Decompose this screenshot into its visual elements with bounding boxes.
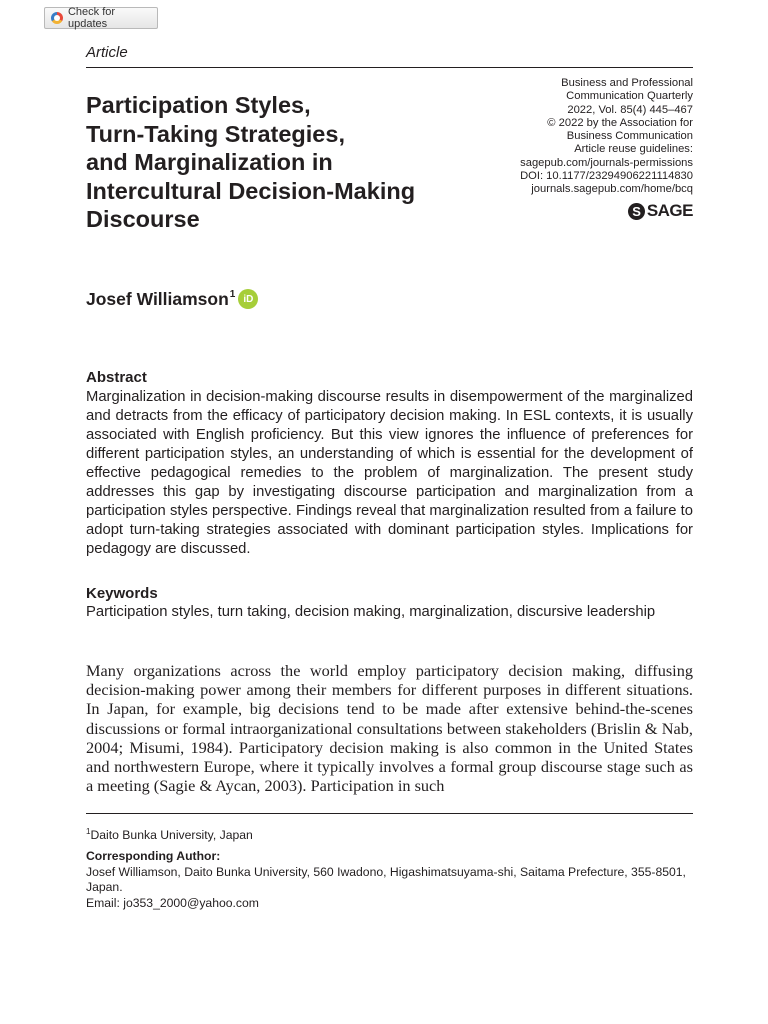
title-line: Participation Styles, <box>86 92 311 118</box>
corresponding-author <box>86 849 693 911</box>
journal-info <box>473 77 693 197</box>
article-type-label: Article <box>86 44 128 61</box>
footnote-rule <box>86 813 693 814</box>
journal-home-link[interactable]: journals.sagepub.com/home/bcq <box>531 183 693 196</box>
article-title <box>86 91 506 234</box>
author-byline <box>86 289 258 310</box>
sage-wordmark: SAGE <box>646 201 693 220</box>
corresponding-text: Josef Williamson, Daito Bunka University, 560 Iwadono, Higashimatsuyama-shi, Saitama Prefecture, 355-8501, Japan. <box>86 864 686 894</box>
corresponding-heading: Corresponding Author: <box>86 849 221 863</box>
sage-logo <box>628 201 693 221</box>
corresponding-email[interactable]: Email: jo353_2000@yahoo.com <box>86 895 259 910</box>
affiliation-footnote <box>86 824 693 844</box>
check-for-updates-label: Check for updates <box>67 6 116 30</box>
title-line: Turn-Taking Strategies, <box>86 120 345 147</box>
journal-permissions-link[interactable]: sagepub.com/journals-permissions <box>520 156 693 169</box>
footnote-mark: 1 <box>86 827 91 836</box>
journal-info-line: © 2022 by the Association for <box>547 116 693 129</box>
orcid-icon[interactable]: iD <box>238 289 258 309</box>
abstract-heading: Abstract <box>86 369 147 386</box>
journal-info-line: Business and Professional <box>561 77 693 89</box>
check-for-updates-button[interactable] <box>44 7 158 29</box>
journal-info-line: Communication Quarterly <box>566 90 693 103</box>
doi-link[interactable]: DOI: 10.1177/23294906221114830 <box>520 170 693 183</box>
title-line: Intercultural Decision-Making <box>86 177 416 204</box>
affiliation-text: Daito Bunka University, Japan <box>90 828 253 843</box>
journal-info-line: Business Communication <box>566 130 693 143</box>
keywords-heading: Keywords <box>86 585 158 602</box>
journal-info-line: Article reuse guidelines: <box>574 143 693 156</box>
header-rule <box>86 67 693 68</box>
keywords-text: Participation styles, turn taking, decision making, marginalization, discursive leadership <box>86 604 656 620</box>
affiliation-mark: 1 <box>229 289 236 300</box>
author-name[interactable]: Josef Williamson <box>86 289 229 309</box>
journal-info-line: 2022, Vol. 85(4) 445–467 <box>567 103 693 116</box>
title-line: Discourse <box>86 206 200 233</box>
sage-s-icon: S <box>628 203 645 220</box>
crossmark-icon <box>51 12 63 24</box>
body-paragraph: Many organizations across the world employ participatory decision making, diffusing decision-making power among their members for different purposes in different situations. In Japan, for example, big decisions tend to be made after extensive behind-the-scenes discussions or formal intraorganizational consultations between stakeholders (Brislin & Nab, 2004; Misumi, 1984). Participatory decision making is also common in the United States and northwestern Europe, where it typically involves a formal group discourse stage such as a meeting (Sagie & Aycan, 2003). Participation in such <box>86 661 693 796</box>
title-line: and Marginalization in <box>86 149 333 176</box>
abstract-text: Marginalization in decision-making discourse results in disempowerment of the marginalized and detracts from the efficacy of participatory decision making. In ESL contexts, it is usually associated with English proficiency. But this view ignores the influence of preferences for different participation styles, an understanding of which is essential for the development of effective pedagogical remedies to the problem of marginalization. The present study addresses this gap by investigating discourse participation and marginalization from a participation styles perspective. Findings reveal that marginalization resulted from a failure to adopt turn-taking strategies associated with dominant participation styles. Implications for pedagogy are discussed. <box>86 389 693 557</box>
